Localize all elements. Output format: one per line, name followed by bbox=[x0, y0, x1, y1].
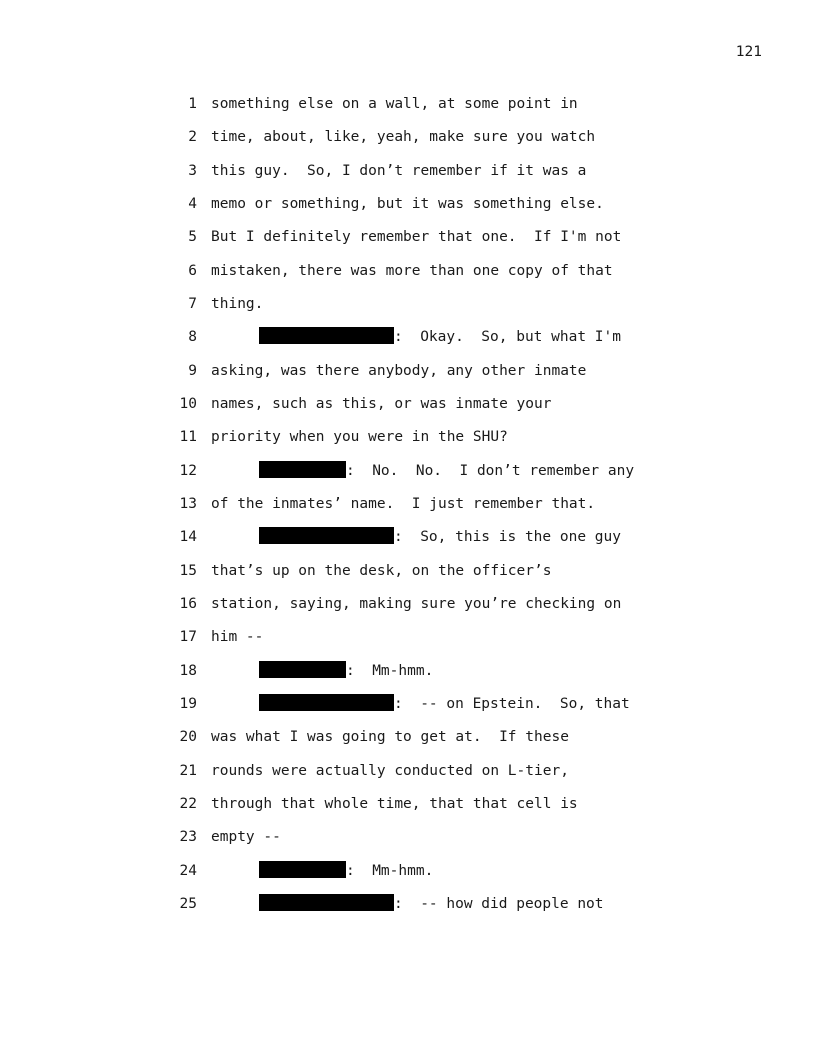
line-number: 20 bbox=[179, 729, 197, 746]
line-content: station, saying, making sure you’re checking on bbox=[211, 595, 622, 612]
line-content: thing. bbox=[211, 295, 264, 312]
line-text bbox=[211, 494, 595, 514]
line-number: 21 bbox=[179, 762, 197, 779]
speaker-statement bbox=[259, 894, 604, 914]
line-number: 10 bbox=[179, 395, 197, 412]
line-text bbox=[211, 161, 586, 181]
redacted-speaker-name bbox=[259, 327, 394, 344]
line-content: asking, was there anybody, any other inmate bbox=[211, 362, 587, 379]
redacted-speaker-name bbox=[259, 694, 394, 711]
transcript-line bbox=[0, 727, 816, 760]
transcript-line bbox=[0, 161, 816, 194]
speaker-statement bbox=[259, 461, 634, 481]
transcript-line bbox=[0, 661, 816, 694]
transcript-line bbox=[0, 594, 816, 627]
redacted-speaker-name bbox=[259, 861, 346, 878]
redacted-speaker-name bbox=[259, 661, 346, 678]
line-number: 7 bbox=[188, 295, 197, 312]
transcript-line bbox=[0, 627, 816, 660]
line-content: priority when you were in the SHU? bbox=[211, 429, 508, 446]
transcript-line bbox=[0, 861, 816, 894]
redacted-speaker-name bbox=[259, 527, 394, 544]
line-number: 19 bbox=[179, 695, 197, 712]
line-number: 23 bbox=[179, 829, 197, 846]
line-content: : No. No. I don’t remember any bbox=[346, 462, 635, 479]
redacted-speaker-name bbox=[259, 461, 346, 478]
line-number: 15 bbox=[179, 562, 197, 579]
speaker-statement bbox=[259, 327, 621, 347]
transcript-line bbox=[0, 361, 816, 394]
line-text bbox=[211, 827, 281, 847]
line-text bbox=[211, 127, 595, 147]
line-number: 22 bbox=[179, 795, 197, 812]
line-content: memo or something, but it was something else. bbox=[211, 195, 604, 212]
line-text bbox=[211, 94, 578, 114]
line-number: 25 bbox=[179, 895, 197, 912]
line-text bbox=[211, 627, 263, 647]
line-content: mistaken, there was more than one copy of that bbox=[211, 262, 613, 279]
line-text bbox=[211, 761, 569, 781]
transcript-line bbox=[0, 94, 816, 127]
line-number: 18 bbox=[179, 662, 197, 679]
line-number: 8 bbox=[188, 329, 197, 346]
transcript-line bbox=[0, 794, 816, 827]
transcript-line bbox=[0, 494, 816, 527]
line-number: 12 bbox=[179, 462, 197, 479]
page-number: 121 bbox=[735, 44, 762, 60]
line-text bbox=[211, 427, 508, 447]
transcript-line bbox=[0, 894, 816, 927]
line-text bbox=[211, 261, 613, 281]
transcript-line bbox=[0, 394, 816, 427]
transcript-line bbox=[0, 327, 816, 360]
transcript-line bbox=[0, 827, 816, 860]
line-content: him -- bbox=[211, 629, 264, 646]
line-content: : -- on Epstein. So, that bbox=[394, 695, 630, 712]
transcript-line bbox=[0, 427, 816, 460]
line-text bbox=[211, 727, 569, 747]
line-number: 17 bbox=[179, 629, 197, 646]
line-content: : So, this is the one guy bbox=[394, 529, 621, 546]
line-number: 6 bbox=[188, 262, 197, 279]
line-content: through that whole time, that that cell is bbox=[211, 795, 578, 812]
speaker-statement bbox=[259, 527, 621, 547]
line-content: : Mm-hmm. bbox=[346, 862, 434, 879]
redacted-speaker-name bbox=[259, 894, 394, 911]
speaker-statement bbox=[259, 694, 630, 714]
transcript-line bbox=[0, 127, 816, 160]
transcript-body bbox=[0, 94, 816, 927]
line-number: 1 bbox=[188, 96, 197, 112]
line-number: 13 bbox=[179, 495, 197, 512]
line-content: : -- how did people not bbox=[394, 895, 604, 912]
line-text bbox=[211, 794, 578, 814]
transcript-line bbox=[0, 561, 816, 594]
line-text bbox=[211, 294, 263, 314]
line-text bbox=[211, 561, 551, 581]
line-text bbox=[211, 594, 621, 614]
line-number: 4 bbox=[188, 195, 197, 212]
line-number: 16 bbox=[179, 595, 197, 612]
line-content: But I definitely remember that one. If I'm not bbox=[211, 229, 622, 246]
transcript-line bbox=[0, 694, 816, 727]
transcript-line bbox=[0, 294, 816, 327]
line-content: : Mm-hmm. bbox=[346, 662, 434, 679]
line-content: was what I was going to get at. If these bbox=[211, 729, 569, 746]
line-number: 24 bbox=[179, 862, 197, 879]
line-content: : Okay. So, but what I'm bbox=[394, 329, 621, 346]
line-content: time, about, like, yeah, make sure you watch bbox=[211, 129, 596, 146]
transcript-line bbox=[0, 261, 816, 294]
transcript-line bbox=[0, 227, 816, 260]
line-text bbox=[211, 361, 586, 381]
line-content: that’s up on the desk, on the officer’s bbox=[211, 562, 552, 579]
line-content: something else on a wall, at some point in bbox=[211, 96, 578, 112]
line-number: 2 bbox=[188, 129, 197, 146]
line-number: 14 bbox=[179, 529, 197, 546]
line-number: 11 bbox=[179, 429, 197, 446]
line-content: names, such as this, or was inmate your bbox=[211, 395, 552, 412]
line-content: of the inmates’ name. I just remember that. bbox=[211, 495, 596, 512]
transcript-line bbox=[0, 527, 816, 560]
transcript-line bbox=[0, 761, 816, 794]
line-number: 9 bbox=[188, 362, 197, 379]
line-content: this guy. So, I don’t remember if it was a bbox=[211, 162, 587, 179]
line-text bbox=[211, 194, 604, 214]
line-content: rounds were actually conducted on L-tier, bbox=[211, 762, 569, 779]
line-content: empty -- bbox=[211, 829, 281, 846]
line-number: 5 bbox=[188, 229, 197, 246]
line-number: 3 bbox=[188, 162, 197, 179]
speaker-statement bbox=[259, 861, 433, 881]
line-text bbox=[211, 227, 621, 247]
speaker-statement bbox=[259, 661, 433, 681]
transcript-line bbox=[0, 461, 816, 494]
line-text bbox=[211, 394, 551, 414]
transcript-line bbox=[0, 194, 816, 227]
